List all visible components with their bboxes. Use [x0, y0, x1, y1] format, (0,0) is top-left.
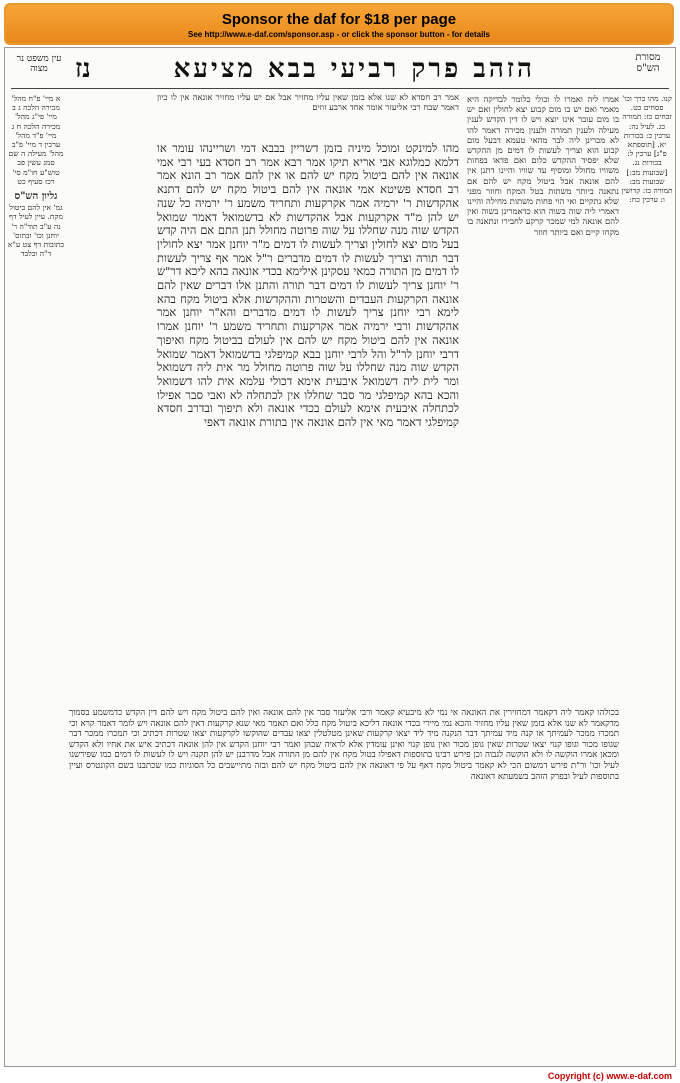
tosafot-bottom-text: בכולהו קאמר ליה דקאמר דמחזירין את האונאה אי נמי לא מיבעיא קאמר ורבי אליעזר סבר אין להם אונאה ואין להם ביטול מקח ויש להם דין הקדש כדמשמע בסמוך מדקאמר לא שנו אלא בזמן שאין עליו מחזיר והכא נמי מיירי בכדי אונאה דליכא ביטול מקח כלל ואם תאמר מאי שנא קרקעות דאין להם אונאה ויש לומר דאמר קרא וכי תמכרו ממכר לעמיתך או קנה מיד עמיתך דבר הנקנה מיד ליד יצאו קרקעות שאינן מטלטלין יצאו עבדים שהוקשו לקרקעות יצאו שטרות דכתיב וכי תמכרו ממכר דבר שגופו מכור וגופו קנוי יצאו שטרות שאין גופן מכור ואין גופן קנוי ואינן עומדין אלא לראיה שבהן ואמר רבי יוחנן הקדש אין להן אונאה דכתיב איש את אחיו ולא הקדש ומכאן אמרו הוקשה לו ולא הוקשה לגבוה וכן פירש רבינו בתוספות דאפילו בטול מקח אין להם מן התורה אבל מדרבנן יש להן תקנה ויש לו לעשות לו דמים כמו שפירשנו לעיל וכו' ור"ת פירש דמשום הכי לא קאמר ביטול מקח דאף על פי דאונאה אין להם ביטול מקח יש להם ובזה מתיישבים כל הסוגיות כמו שכתבנו בשם הקונטרס ועיין בתוספות לעיל ובפרק הזהב בשמעתא דאונאה	[69, 708, 619, 782]
masoret-hashas-label: מסורת הש"ס	[635, 52, 661, 74]
ein-mishpat-label: עין משפט נר מצוה	[16, 54, 62, 74]
gilyon-hashas-title: גליון הש"ס	[14, 191, 58, 203]
gemara-column	[157, 142, 459, 702]
sponsor-title[interactable]: Sponsor the daf for $18 per page	[221, 11, 457, 28]
ein-mishpat-column	[7, 94, 65, 1054]
rashi-column	[467, 94, 619, 784]
header-rule	[11, 88, 669, 89]
talmud-page	[4, 47, 676, 1067]
sponsor-banner[interactable]	[4, 3, 674, 45]
gemara-top-text	[157, 92, 459, 138]
sponsor-subtitle[interactable]: See http://www.e-daf.com/sponsor.asp - or click the sponsor button - for details	[188, 30, 490, 39]
page-number: נז	[75, 54, 91, 84]
ein-mishpat-text: א מיי' פ"ח מהל' מכירה הלכה ג ב מיי' פי"ג מהל' מכירה הלכה ח ג מיי' פ"ד מהל' ערכין ד מיי' פ"ב מהל' מעילה ה שם סמג עשין פב טוש"ע חו"מ סי' רכז סעיף כט	[8, 94, 64, 186]
masoret-hashas-column	[621, 94, 673, 1054]
rashi-text: אמרו ליה ואמרו לו וכולי כלומר לבדיקה היא מאמר ואם יש בו מום קבוע יצא לחולין ואם יש בו מום עובר אינו יוצא ויש לו דין הקדש לענין מעילה ולענין תמורה ולענין מכירה דאמר להו לא מכרינן ליה לבר מהאי טעמא דבעל מום קבוע הוא וצריך לעשות לו דמים מן ההקדש שלא יפסיד ההקדש כלום ואם פדאו בפחות משוויו מחולל ומוסיף עד שוויו והיינו דתנן אין להם אונאה אבל ביטול מקח יש להם אם נתאנה ביותר משתות בטל המקח וחוזר מפני שלא נתקיים ואי הוי פחות משתות מחילה והיינו דאמרי ליה שוה בשוה הוא כדאמרינן בשוה ואין להם אונאה למי שמכר קרקע לחבירו ונתאנה בו מקחו קיים ואם ביותר חוזר	[467, 94, 619, 237]
page-header	[5, 52, 675, 86]
gemara-top-paragraph: אמר רב חסדא לא שנו אלא בזמן שאין עליו מחזיר אבל אם יש עליו מחזיר אונאה אין לו כיון דאמר שבח רבי אליעזר אומר אחד ארבע זוזים	[157, 92, 459, 113]
commentary-bottom	[69, 708, 619, 1053]
copyright-footer[interactable]: Copyright (c) www.e-daf.com	[547, 1071, 672, 1081]
gilyon-hashas-text: גמ' אין להם ביטול מקח. עיין לעיל דף נה ע"ב תוד"ה ר' יוחנן וכו' ובתוס' כתובות דף צט ע"א ד"ה ובלבד	[7, 203, 65, 259]
masoret-hashas-text: קנו. מהו כרך וכו' פסחים כט. זבחים כז: תמורה כג. לעיל נה: ערכין כ: בכורות יא. [תוספתא פ"ג] ערכין ל: בכורות נג. [שבועות מב:] שבועות מב: תמורה כז: קדושין ו: ערכין כח:	[621, 94, 673, 205]
running-title: הזהב פרק רביעי בבא מציעא	[173, 54, 535, 84]
gemara-text: מהו למינקט ומוכל מיניה בזמן דשריין בבבא דמי ושריינהו עומר או דלמא כמלוגא אבי אריא תיקו אמר רבא אמר רב חסדא בעי רבי אמי אונאה אין להם ביטול מקח יש להם או אין להם אמר רב הונא אמר רב חסדא פשיטא אמי אונאה אין להם ביטול מקח יש להם דתנא אהקדשות ר' ירמיה אמר אקרקעות ותחריד משמע ר' ירמיה כל שנה יש להן מ"ד אקרקעות אבל אהקדשות לא בדשמואל דאמר שמואל הקדש שוה מנה שחללו על שוה פרוטה מחולל תנן התם אם היה קדש בעל מום יצא לחולין וצריך לעשות לו דמים מ"ר יוחנן אמר יצא לחולין דבר תורה וצריך לעשות לו דמים מדברים ר"ל אמר אף צריך לעשות לו דמים מן התורה כמאי עסקינן אילימא בכדי אונאה בהא ליכא דר"ש ר' יוחנן צריך לעשות לו דמים דבר תורה והתנן אלו דברים שאין להם אונאה הקרקעות העבדים והשטרות וההקדשות אלא ביטול מקח בהא לימא רבי יוחנן צריך לעשות לו דמים מדברים והא"ר יוחנן אמר אהקדשות ורבי ירמיה אמר אקרקעות ותחריד משמע ר' יוחנן אמרו אונאה אין להם ביטול מקח יש להם אין לעולם בביטול מקח ואיפוך דרבי יוחנן לר"ל והל לרבי יוחנן בבא קמיפלגי בדשמואל דאמר שמואל הקדש שוה מנה שחללו על שוה פרוטה מחולל מר אית ליה דשמואל ומר לית ליה דשמואל איבעית אימא דכולי עלמא אית להו דשמואל והכא בהא קמיפלגי מר סבר שחללו אין לכתחלה לא ואבי סבר אפילו לכתחלה איבעית אימא לעולם בכדי אונאה ולא תיפוך ובדרב חסדא קמיפלגי דאמר מאי אין להם אונאה אין בתורת אונאה דאפי	[157, 142, 459, 430]
